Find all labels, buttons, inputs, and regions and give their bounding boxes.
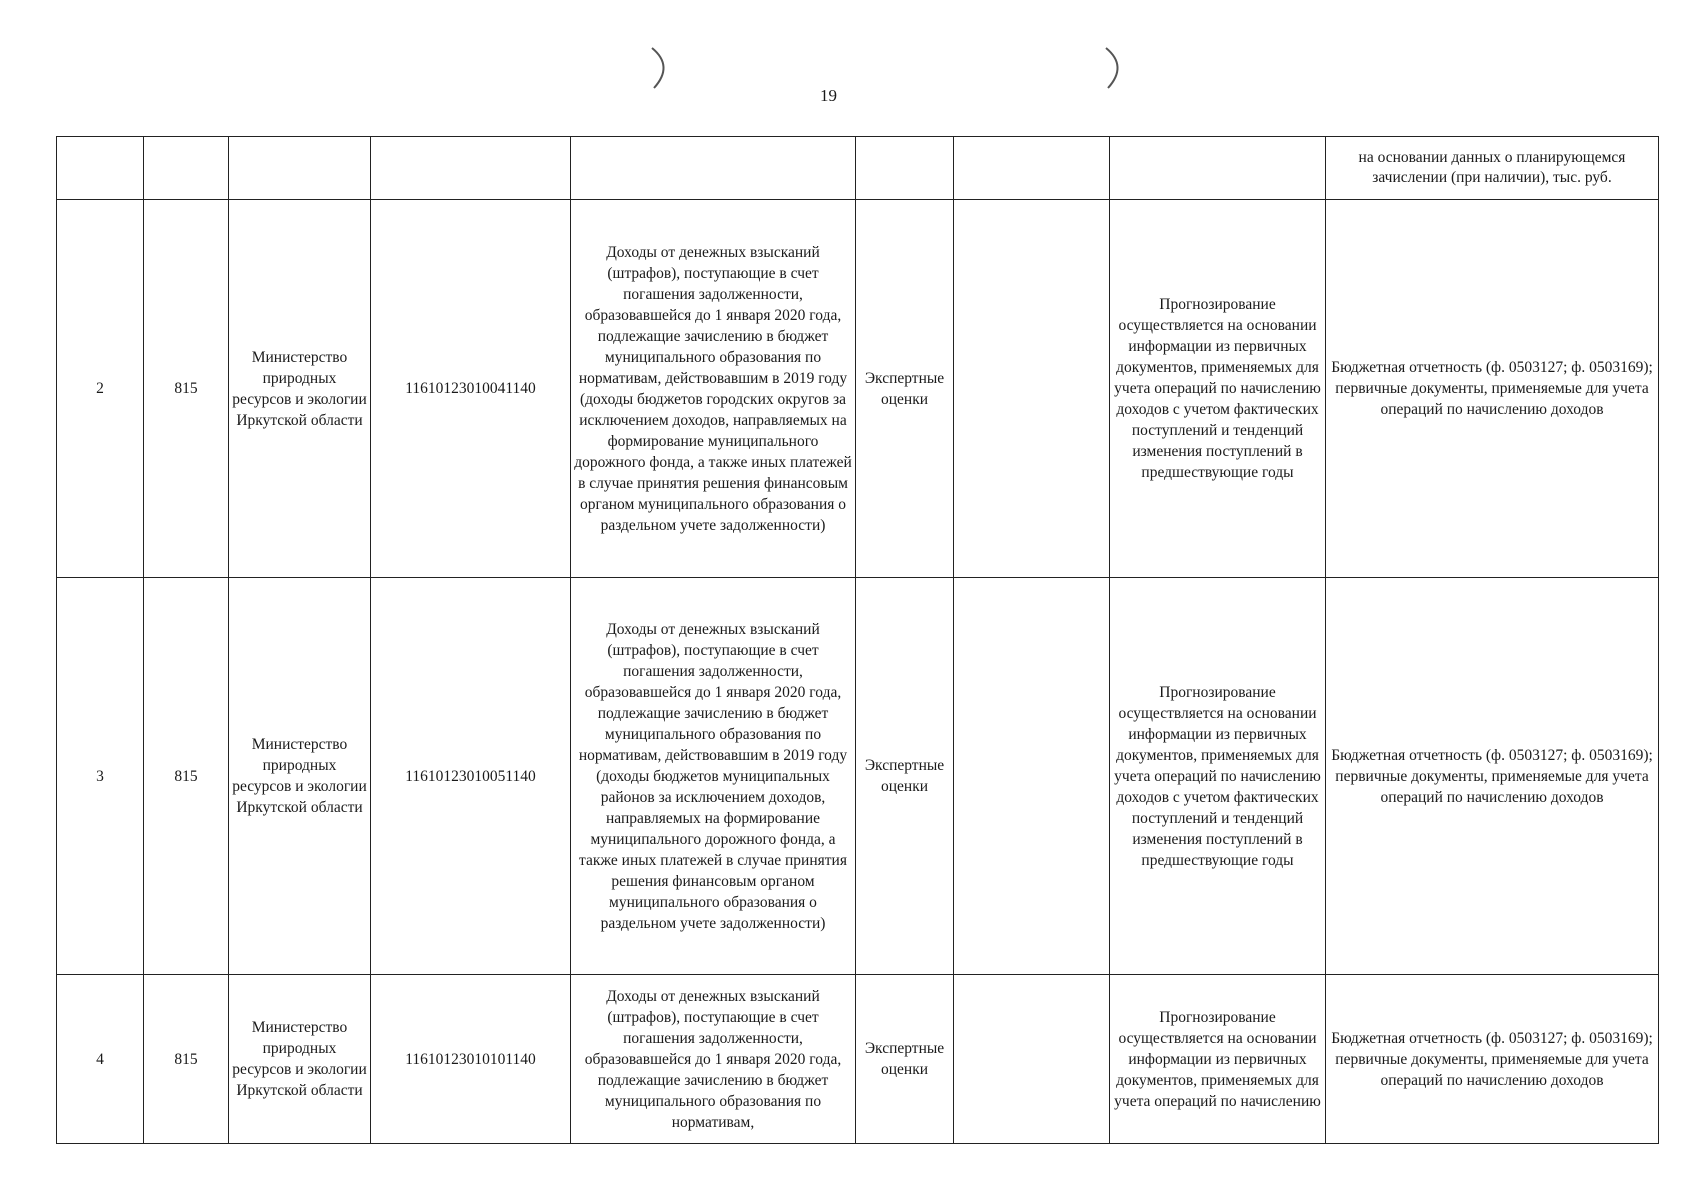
continued-header-row (57, 137, 1659, 200)
forecast-method: Экспертные оценки (856, 200, 954, 578)
admin-code: 815 (144, 578, 229, 975)
data-source: Бюджетная отчетность (ф. 0503127; ф. 0503169); первичные документы, применяемые для учета операций по начислению доходов (1326, 578, 1659, 975)
row-number: 3 (57, 578, 144, 975)
admin-name: Министерство природных ресурсов и экологии Иркутской области (229, 200, 371, 578)
header-cell-empty (856, 137, 954, 200)
punch-hole-mark-right (1102, 46, 1132, 90)
calculation-algorithm-cell (1110, 975, 1326, 1144)
data-source: Бюджетная отчетность (ф. 0503127; ф. 0503169); первичные документы, применяемые для учета операций по начислению доходов (1326, 200, 1659, 578)
kbk-code: 11610123010051140 (371, 578, 571, 975)
header-cell-empty (571, 137, 856, 200)
calculation-algorithm: Прогнозирование осуществляется на основании информации из первичных документов, применяемых для учета операций по начислению доходов с учетом фактических поступлений и тенденций изменения поступлений в предшествующие годы (1110, 200, 1326, 578)
header-cell-empty (954, 137, 1110, 200)
forecast-method: Экспертные оценки (856, 578, 954, 975)
header-source-note: на основании данных о планирующемся зачислении (при наличии), тыс. руб. (1326, 137, 1659, 200)
table-row (57, 578, 1659, 975)
page-number: 19 (820, 86, 837, 105)
row-number: 2 (57, 200, 144, 578)
admin-code: 815 (144, 975, 229, 1144)
data-source: Бюджетная отчетность (ф. 0503127; ф. 0503169); первичные документы, применяемые для учета операций по начислению доходов (1326, 975, 1659, 1144)
table-row (57, 975, 1659, 1144)
income-name: Доходы от денежных взысканий (штрафов), поступающие в счет погашения задолженности, образовавшейся до 1 января 2020 года, подлежащие зачислению в бюджет муниципального образования по нормативам, действовавшим в 2019 году (доходы бюджетов городских округов за исключением доходов, направляемых на формирование муниципального дорожного фонда, а также иных платежей в случае принятия решения финансовым органом муниципального образования о раздельном учете задолженности) (571, 200, 856, 578)
header-cell-empty (229, 137, 371, 200)
admin-name: Министерство природных ресурсов и экологии Иркутской области (229, 975, 371, 1144)
header-cell-empty (57, 137, 144, 200)
header-cell-empty (144, 137, 229, 200)
income-name: Доходы от денежных взысканий (штрафов), поступающие в счет погашения задолженности, образовавшейся до 1 января 2020 года, подлежащие зачислению в бюджет муниципального образования по нормативам, действовавшим в 2019 году (доходы бюджетов муниципальных районов за исключением доходов, направляемых на формирование муниципального дорожного фонда, а также иных платежей в случае принятия решения финансовым органом муниципального образования о раздельном учете задолженности) (571, 578, 856, 975)
forecast-method: Экспертные оценки (856, 975, 954, 1144)
forecast-formula (954, 975, 1110, 1144)
admin-name: Министерство природных ресурсов и экологии Иркутской области (229, 578, 371, 975)
admin-code: 815 (144, 200, 229, 578)
calculation-algorithm: Прогнозирование осуществляется на основании информации из первичных документов, применяемых для учета операций по начислению доходов с учетом фактических поступлений и тенденций изменения поступлений в предшествующие годы (1110, 578, 1326, 975)
income-name: Доходы от денежных взысканий (штрафов), поступающие в счет погашения задолженности, образовавшейся до 1 января 2020 года, подлежащие зачислению в бюджет муниципального образования по нормативам, (584, 987, 842, 1131)
forecast-formula (954, 200, 1110, 578)
table-row (57, 200, 1659, 578)
calculation-algorithm: Прогнозирование осуществляется на основании информации из первичных документов, применяемых для учета операций по начислению (1114, 1008, 1321, 1110)
revenue-forecast-table (56, 136, 1659, 1144)
forecast-formula (954, 578, 1110, 975)
header-cell-empty (1110, 137, 1326, 200)
income-name-cell (571, 975, 856, 1144)
header-cell-empty (371, 137, 571, 200)
punch-hole-mark-left (648, 46, 678, 90)
row-number: 4 (57, 975, 144, 1144)
kbk-code: 11610123010101140 (371, 975, 571, 1144)
kbk-code: 11610123010041140 (371, 200, 571, 578)
